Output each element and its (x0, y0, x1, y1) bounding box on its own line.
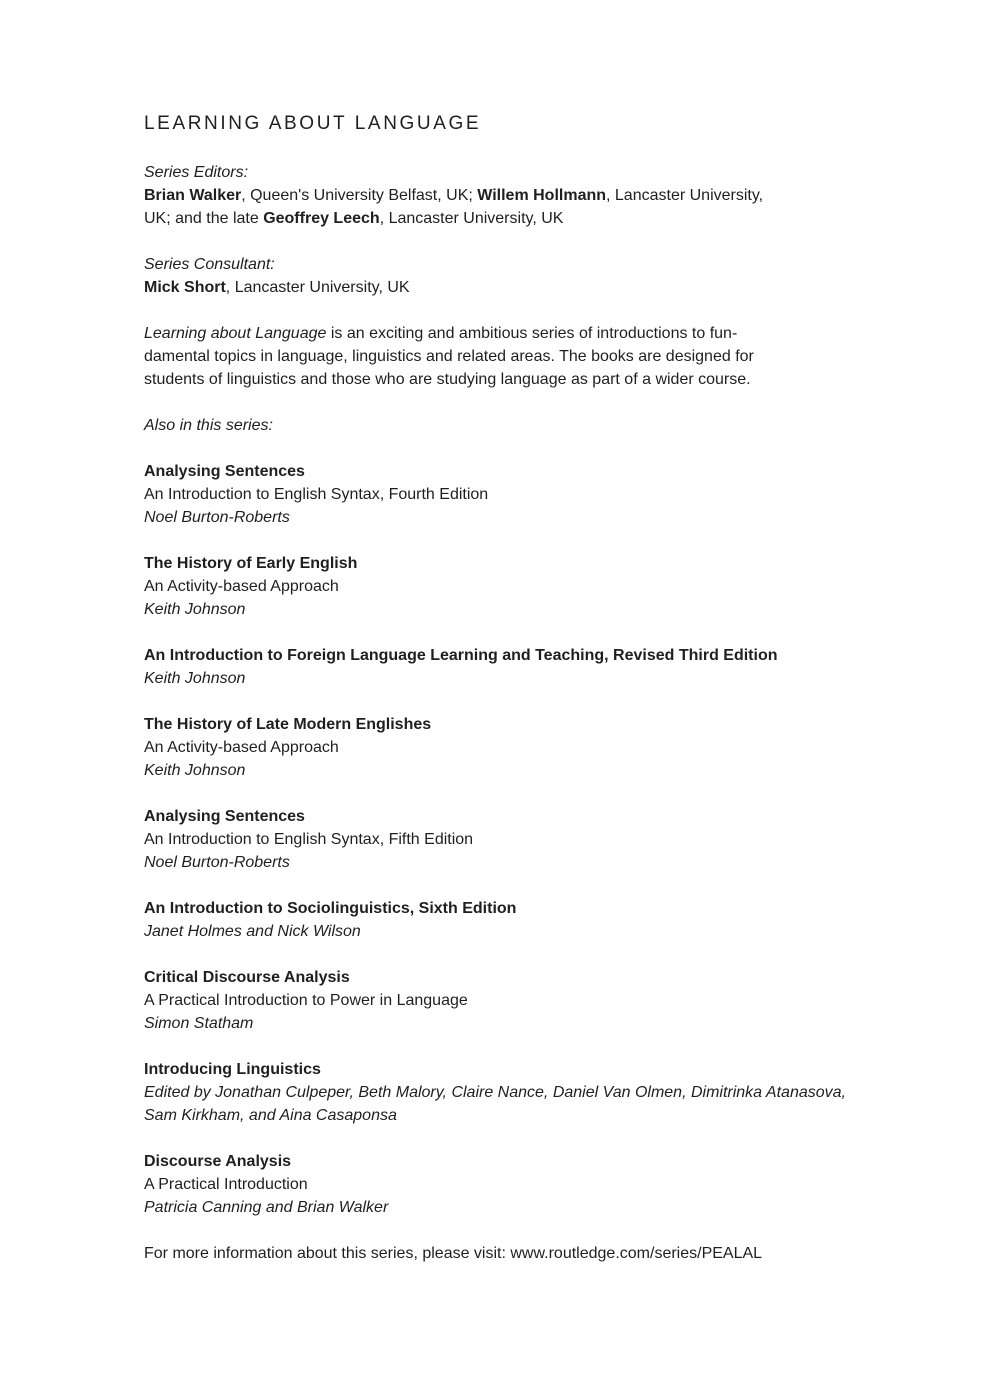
book-entry (144, 805, 868, 874)
book-subtitle: An Activity-based Approach (144, 739, 339, 756)
series-editors-names: Brian Walker, Queen's University Belfast, UK; Willem Hollmann, Lancaster University, UK; and the late Geoffrey Leech, Lancaster University, UK (144, 187, 764, 227)
also-in-series-label: Also in this series: (144, 417, 273, 434)
series-consultant-name: Mick Short, Lancaster University, UK (144, 279, 410, 296)
book-subtitle: An Introduction to English Syntax, Fourth Edition (144, 486, 489, 503)
series-consultant-label: Series Consultant: (144, 256, 275, 273)
book-authors: Keith Johnson (144, 762, 246, 779)
book-title: The History of Late Modern Englishes (144, 716, 432, 733)
series-editors-block (144, 161, 868, 230)
book-title: An Introduction to Sociolinguistics, Sixth Edition (144, 900, 517, 917)
book-subtitle: An Activity-based Approach (144, 578, 339, 595)
book-title: Critical Discourse Analysis (144, 969, 350, 986)
book-title: The History of Early English (144, 555, 358, 572)
book-authors: Janet Holmes and Nick Wilson (144, 923, 361, 940)
book-entry (144, 552, 868, 621)
book-title: Discourse Analysis (144, 1153, 292, 1170)
book-authors: Keith Johnson (144, 670, 246, 687)
book-title: Analysing Sentences (144, 463, 305, 480)
series-info-footer: For more information about this series, please visit: www.routledge.com/series/PEALAL (144, 1245, 763, 1262)
book-subtitle: A Practical Introduction to Power in Language (144, 992, 468, 1009)
book-authors: Patricia Canning and Brian Walker (144, 1199, 389, 1216)
book-title: Introducing Linguistics (144, 1061, 321, 1078)
book-entry (144, 1150, 868, 1219)
book-authors: Simon Statham (144, 1015, 254, 1032)
book-authors: Noel Burton-Roberts (144, 854, 290, 871)
book-subtitle: An Introduction to English Syntax, Fifth Edition (144, 831, 474, 848)
book-list (144, 460, 868, 1219)
book-entry (144, 644, 868, 690)
book-entry (144, 460, 868, 529)
book-authors: Noel Burton-Roberts (144, 509, 290, 526)
book-subtitle: A Practical Introduction (144, 1176, 308, 1193)
book-title: An Introduction to Foreign Language Learning and Teaching, Revised Third Edition (144, 647, 778, 664)
book-entry (144, 713, 868, 782)
series-editors-label: Series Editors: (144, 164, 249, 181)
series-consultant-block (144, 253, 868, 299)
book-entry (144, 1058, 868, 1127)
book-title: Analysing Sentences (144, 808, 305, 825)
book-entry (144, 966, 868, 1035)
series-title: LEARNING ABOUT LANGUAGE (144, 113, 482, 134)
book-authors: Keith Johnson (144, 601, 246, 618)
book-entry (144, 897, 868, 943)
book-authors: Edited by Jonathan Culpeper, Beth Malory, Claire Nance, Daniel Van Olmen, Dimitrinka Atanasova, Sam Kirkham, and Aina Casaponsa (144, 1084, 846, 1124)
series-description: Learning about Language is an exciting and ambitious series of introductions to fun- damental topics in language, linguistics and related areas. The books are designed for students of linguistics and those who are studying language as part of a wider course. (144, 325, 754, 388)
